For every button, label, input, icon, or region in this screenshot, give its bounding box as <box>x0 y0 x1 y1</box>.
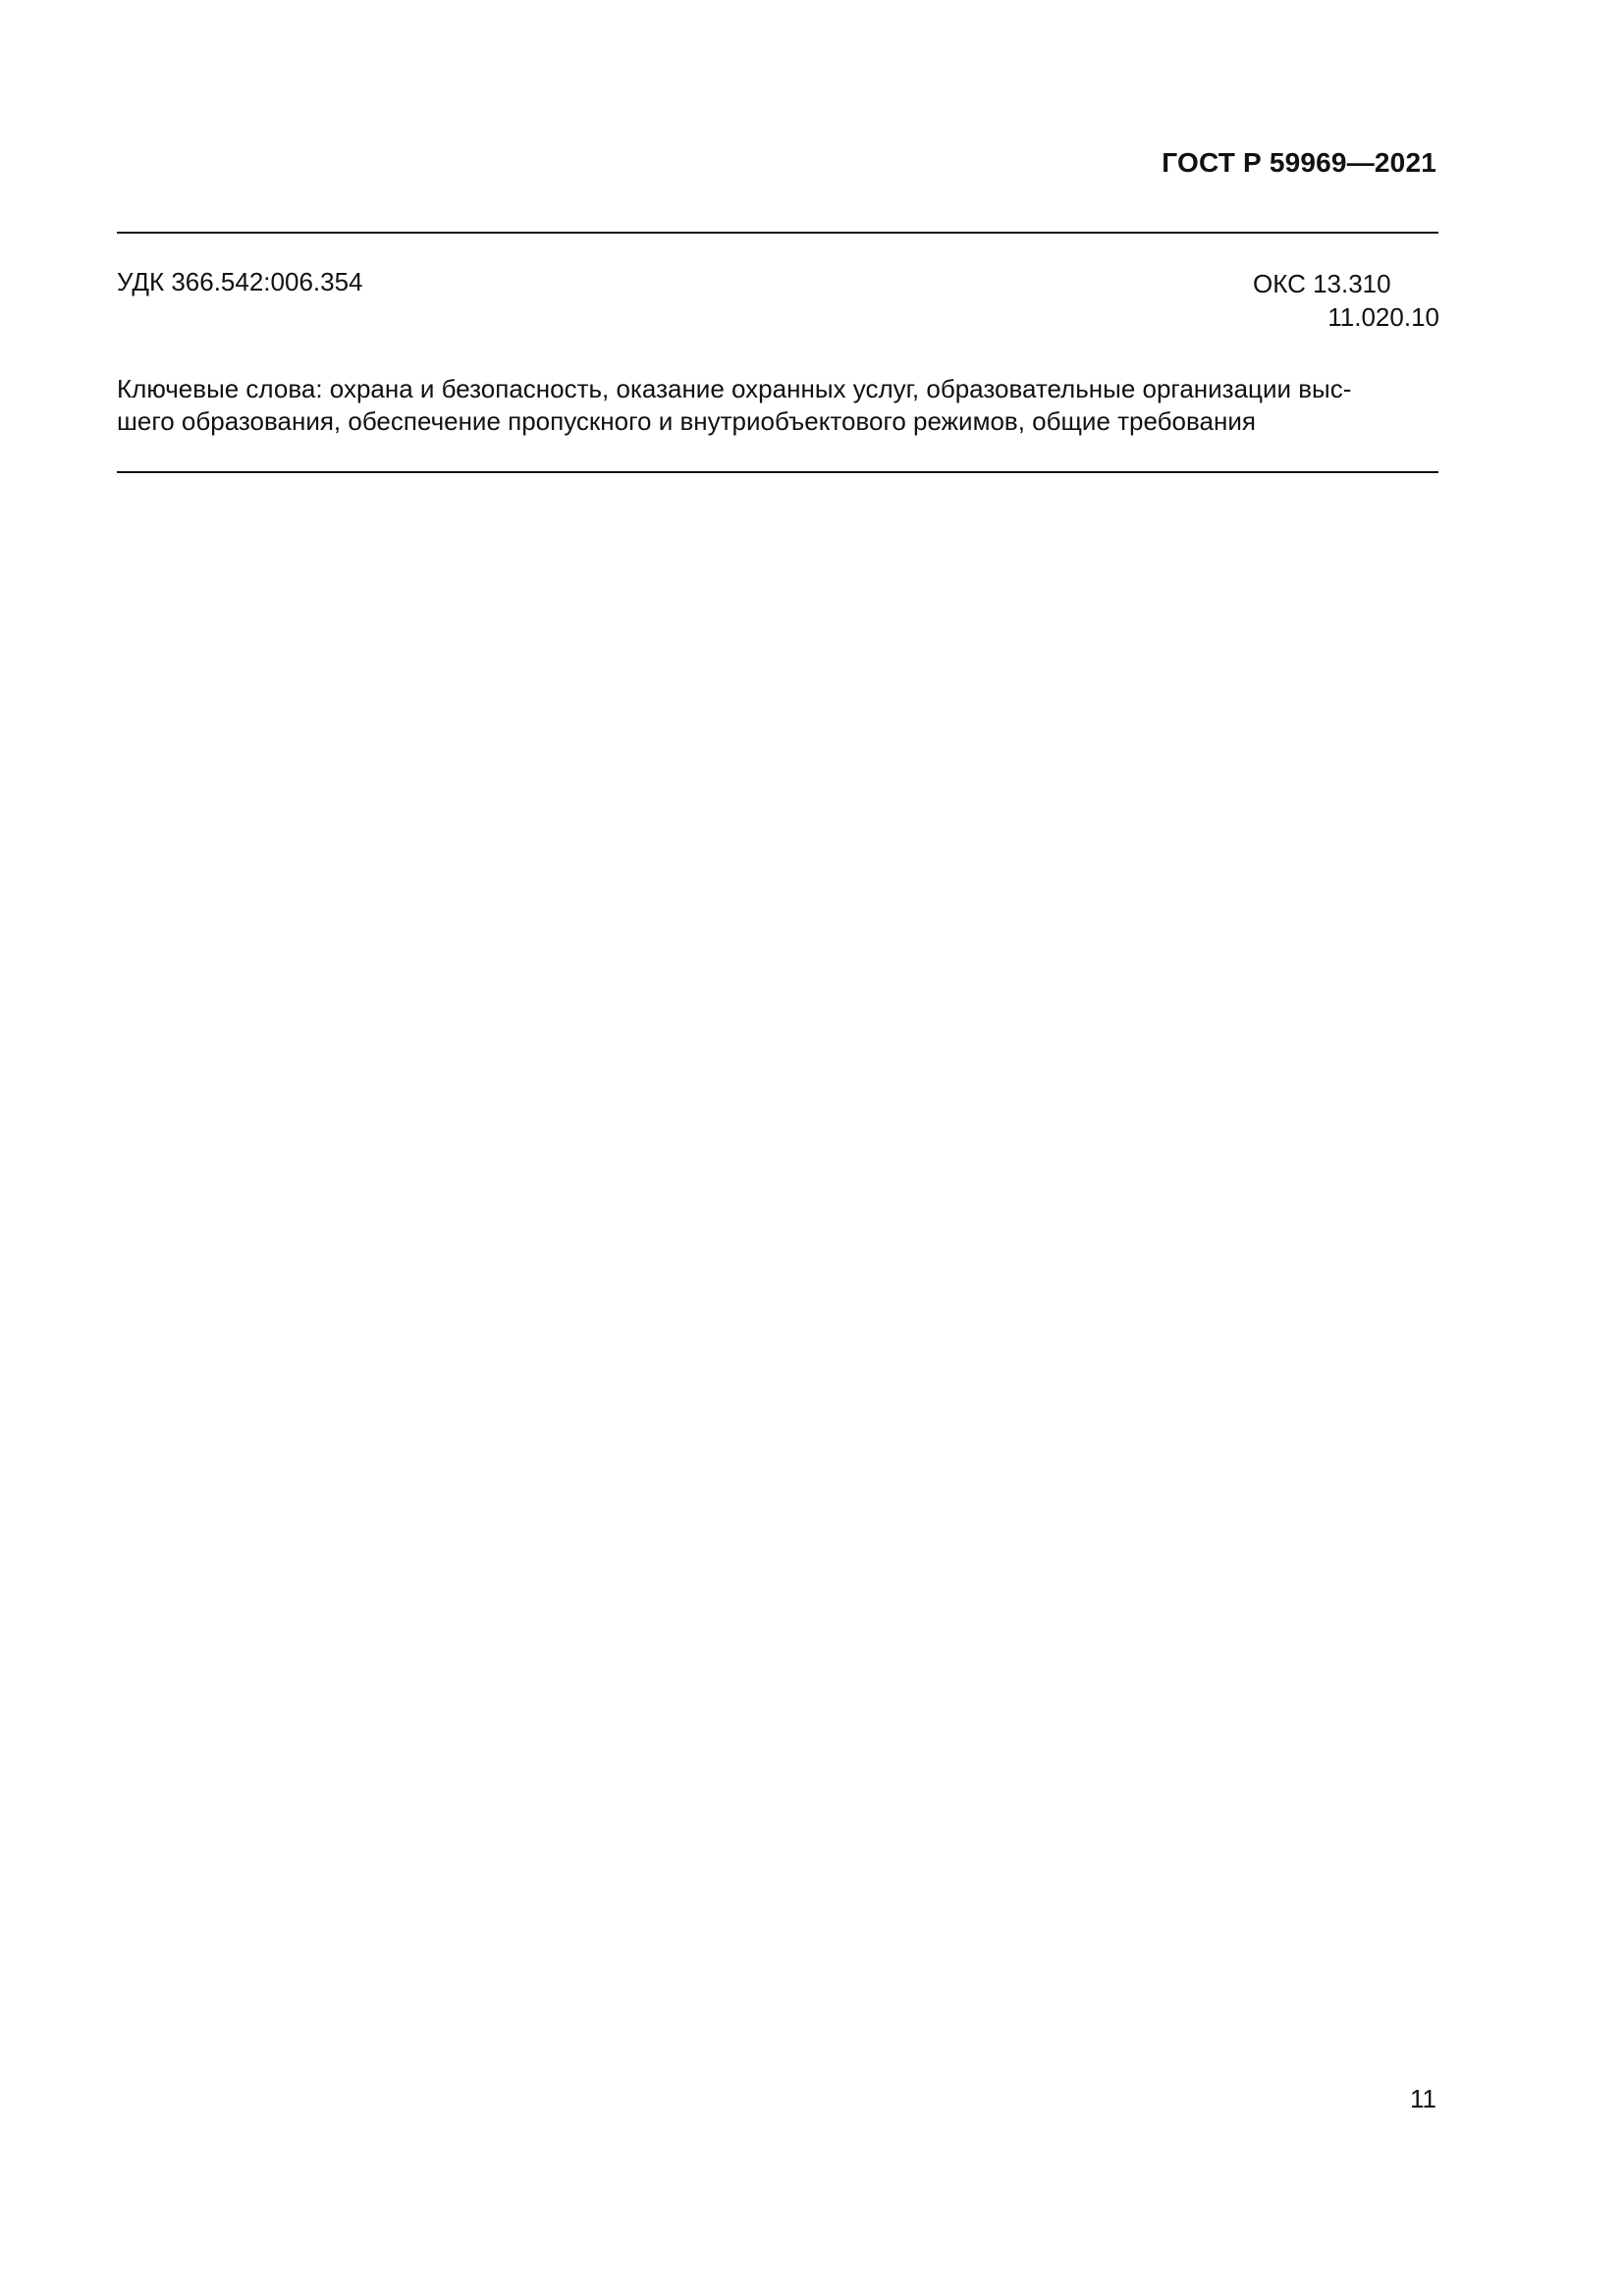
udk-code: УДК 366.542:006.354 <box>117 267 363 296</box>
keywords-paragraph <box>117 373 1438 438</box>
keywords-line-1: Ключевые слова: охрана и безопасность, оказание охранных услуг, образовательные организации выс- <box>117 374 1352 403</box>
oks-code-secondary: 11.020.10 <box>1327 302 1439 332</box>
keywords-line-2: шего образования, обеспечение пропускного и внутриобъектового режимов, общие требования <box>117 406 1256 436</box>
oks-code-primary: ОКС 13.310 <box>1253 269 1391 298</box>
standard-code: ГОСТ Р 59969—2021 <box>1162 147 1436 178</box>
oks-codes <box>1253 267 1439 334</box>
bottom-divider <box>117 471 1438 473</box>
page-number: 11 <box>1410 2084 1436 2113</box>
top-divider <box>117 232 1438 234</box>
